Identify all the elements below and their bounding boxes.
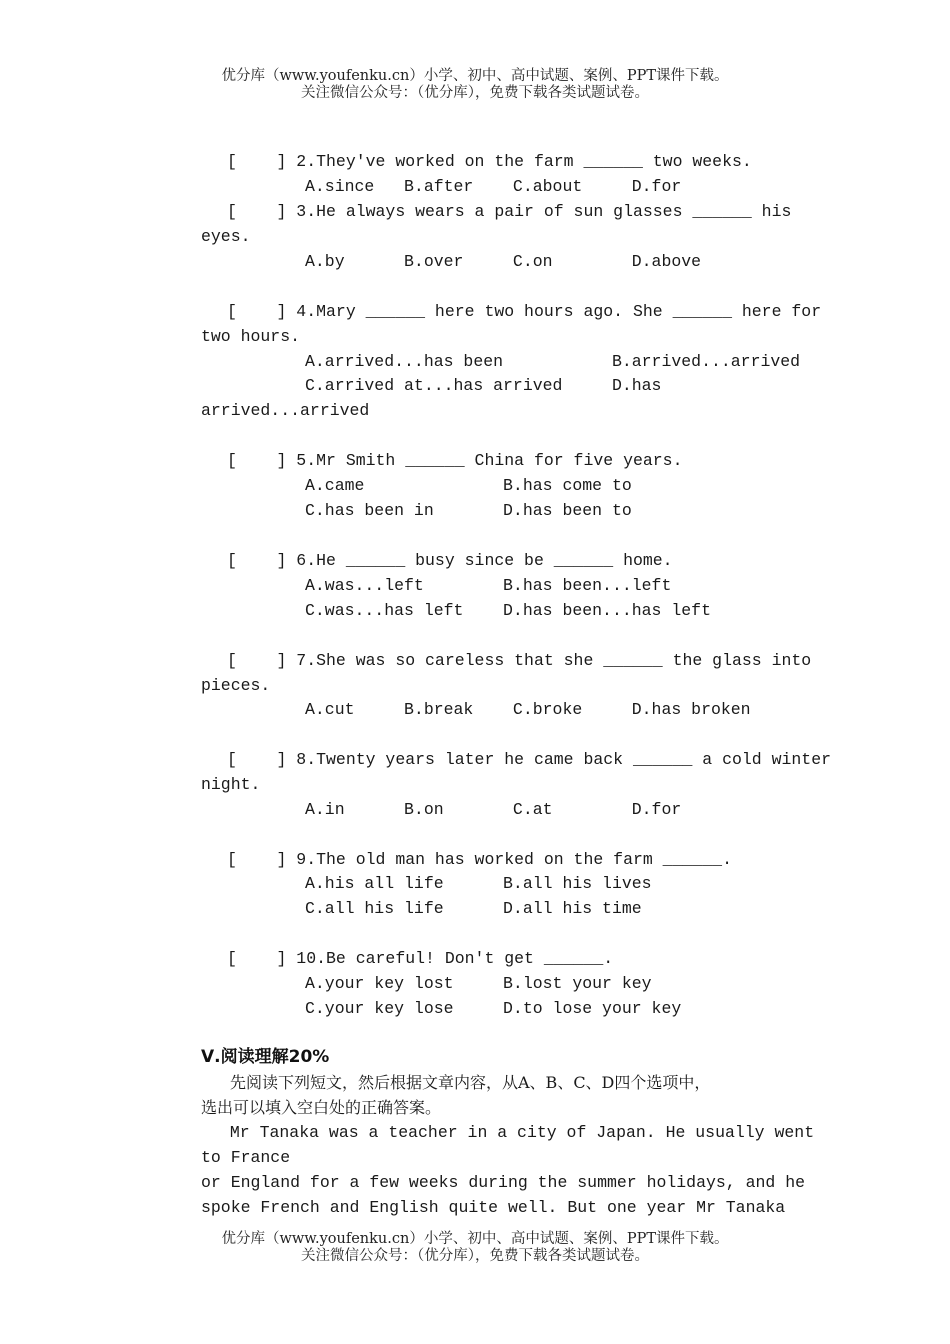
- passage-line-1: Mr Tanaka was a teacher in a city of Japan. He usually went: [220, 1123, 815, 1142]
- question-6-options-row-2: C.was...has left D.has been...has left: [305, 601, 711, 620]
- question-7-options: A.cut B.break C.broke D.has broken: [305, 700, 751, 719]
- question-9-options-row-1: A.his all life B.all his lives: [305, 874, 652, 893]
- header-line-1: 优分库（www.youfenku.cn）小学、初中、高中试题、案例、PPT课件下载。: [221, 68, 729, 84]
- question-3-stem-continued: eyes.: [201, 227, 251, 246]
- question-10-options-row-2: C.your key lose D.to lose your key: [305, 999, 682, 1018]
- question-4-options-row-2: C.arrived at...has arrived D.has: [305, 376, 662, 395]
- question-3-stem: [ ] 3.He always wears a pair of sun glasses ______ his: [227, 202, 792, 221]
- question-2-stem: [ ] 2.They've worked on the farm ______ two weeks.: [227, 152, 752, 171]
- question-8-stem-continued: night.: [201, 775, 261, 794]
- question-4-options-row-1: A.arrived...has been B.arrived...arrived: [305, 352, 801, 371]
- question-2-options: A.since B.after C.about D.for: [305, 177, 682, 196]
- question-3-options: A.by B.over C.on D.above: [305, 252, 702, 271]
- question-8-options: A.in B.on C.at D.for: [305, 800, 682, 819]
- question-7-stem-continued: pieces.: [201, 676, 271, 695]
- question-8-stem: [ ] 8.Twenty years later he came back ______ a cold winter: [227, 750, 831, 769]
- question-5-options-row-2: C.has been in D.has been to: [305, 501, 632, 520]
- question-7-stem: [ ] 7.She was so careless that she ______ the glass into: [227, 651, 812, 670]
- question-9-stem: [ ] 9.The old man has worked on the farm ______.: [227, 850, 732, 869]
- question-4-options-continued: arrived...arrived: [201, 401, 370, 420]
- question-5-stem: [ ] 5.Mr Smith ______ China for five years.: [227, 451, 683, 470]
- page-footer: [0, 1231, 950, 1265]
- question-5-options-row-1: A.came B.has come to: [305, 476, 632, 495]
- section-5-title: Ⅴ.阅读理解20%: [201, 1047, 330, 1067]
- question-6-options-row-1: A.was...left B.has been...left: [305, 576, 672, 595]
- passage-line-3: or England for a few weeks during the summer holidays, and he: [201, 1173, 805, 1192]
- question-4-stem: [ ] 4.Mary ______ here two hours ago. She ______ here for: [227, 302, 822, 321]
- question-4-stem-continued: two hours.: [201, 327, 301, 346]
- passage-line-2: to France: [201, 1148, 291, 1167]
- page-header: [0, 68, 950, 102]
- header-line-2: 关注微信公众号：（优分库），免费下载各类试题试卷。: [301, 85, 649, 101]
- question-9-options-row-2: C.all his life D.all his time: [305, 899, 642, 918]
- question-10-stem: [ ] 10.Be careful! Don't get ______.: [227, 949, 614, 968]
- footer-line-2: 关注微信公众号：（优分库），免费下载各类试题试卷。: [301, 1248, 649, 1264]
- section-5-instruction-1: 先阅读下列短文，然后根据文章内容，从A、B、C、D四个选项中，: [230, 1073, 711, 1092]
- question-10-options-row-1: A.your key lost B.lost your key: [305, 974, 652, 993]
- footer-line-1: 优分库（www.youfenku.cn）小学、初中、高中试题、案例、PPT课件下载。: [221, 1231, 729, 1247]
- passage-line-4: spoke French and English quite well. But one year Mr Tanaka: [201, 1198, 786, 1217]
- question-6-stem: [ ] 6.He ______ busy since be ______ home.: [227, 551, 673, 570]
- section-5-instruction-2: 选出可以填入空白处的正确答案。: [201, 1098, 442, 1117]
